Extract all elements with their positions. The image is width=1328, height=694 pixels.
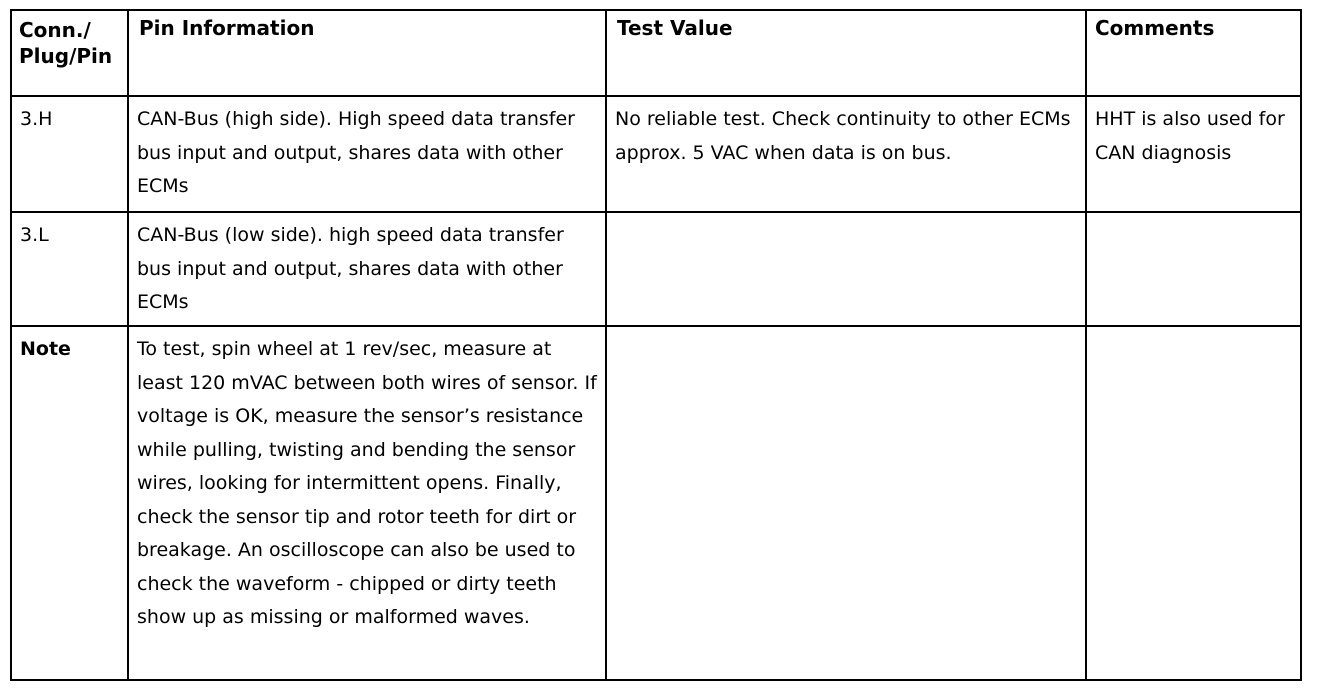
- header-test-value: Test Value: [606, 10, 1086, 96]
- note-label-cell: Note: [11, 326, 128, 680]
- test-value-line: approx. 5 VAC when data is on bus.: [615, 141, 952, 164]
- comments-cell: [1086, 212, 1301, 326]
- header-conn-line-2: Plug/Pin: [19, 44, 113, 68]
- pin-info-cell: CAN-Bus (low side). high speed data transfer bus input and output, shares data with other ECMs: [128, 212, 606, 326]
- header-conn-line-1: Conn./: [19, 18, 91, 42]
- table-row: [11, 326, 1301, 680]
- note-text-cell: To test, spin wheel at 1 rev/sec, measure at least 120 mVAC between both wires of sensor. If voltage is OK, measure the sensor’s resistance while pulling, twisting and bending the sensor wires, looking for intermittent opens. Finally, check the sensor tip and rotor teeth for dirt or breakage. An oscilloscope can also be used to check the waveform - chipped or dirty teeth show up as missing or malformed waves.: [128, 326, 606, 680]
- test-value-cell: [606, 96, 1086, 212]
- pin-cell: 3.H: [11, 96, 128, 212]
- pin-information-table: [10, 9, 1302, 681]
- comments-cell: [1086, 326, 1301, 680]
- header-conn-plug-pin: [11, 10, 128, 96]
- test-value-cell: [606, 326, 1086, 680]
- test-value-cell: [606, 212, 1086, 326]
- table-row: [11, 96, 1301, 212]
- table-header-row: [11, 10, 1301, 96]
- test-value-line: No reliable test. Check continuity to other ECMs: [615, 108, 1071, 130]
- header-pin-information: Pin Information: [128, 10, 606, 96]
- table-row: [11, 212, 1301, 326]
- pin-info-cell: CAN-Bus (high side). High speed data transfer bus input and output, shares data with other ECMs: [128, 96, 606, 212]
- comments-cell: HHT is also used for CAN diagnosis: [1086, 96, 1301, 212]
- pin-cell: 3.L: [11, 212, 128, 326]
- header-comments: Comments: [1086, 10, 1301, 96]
